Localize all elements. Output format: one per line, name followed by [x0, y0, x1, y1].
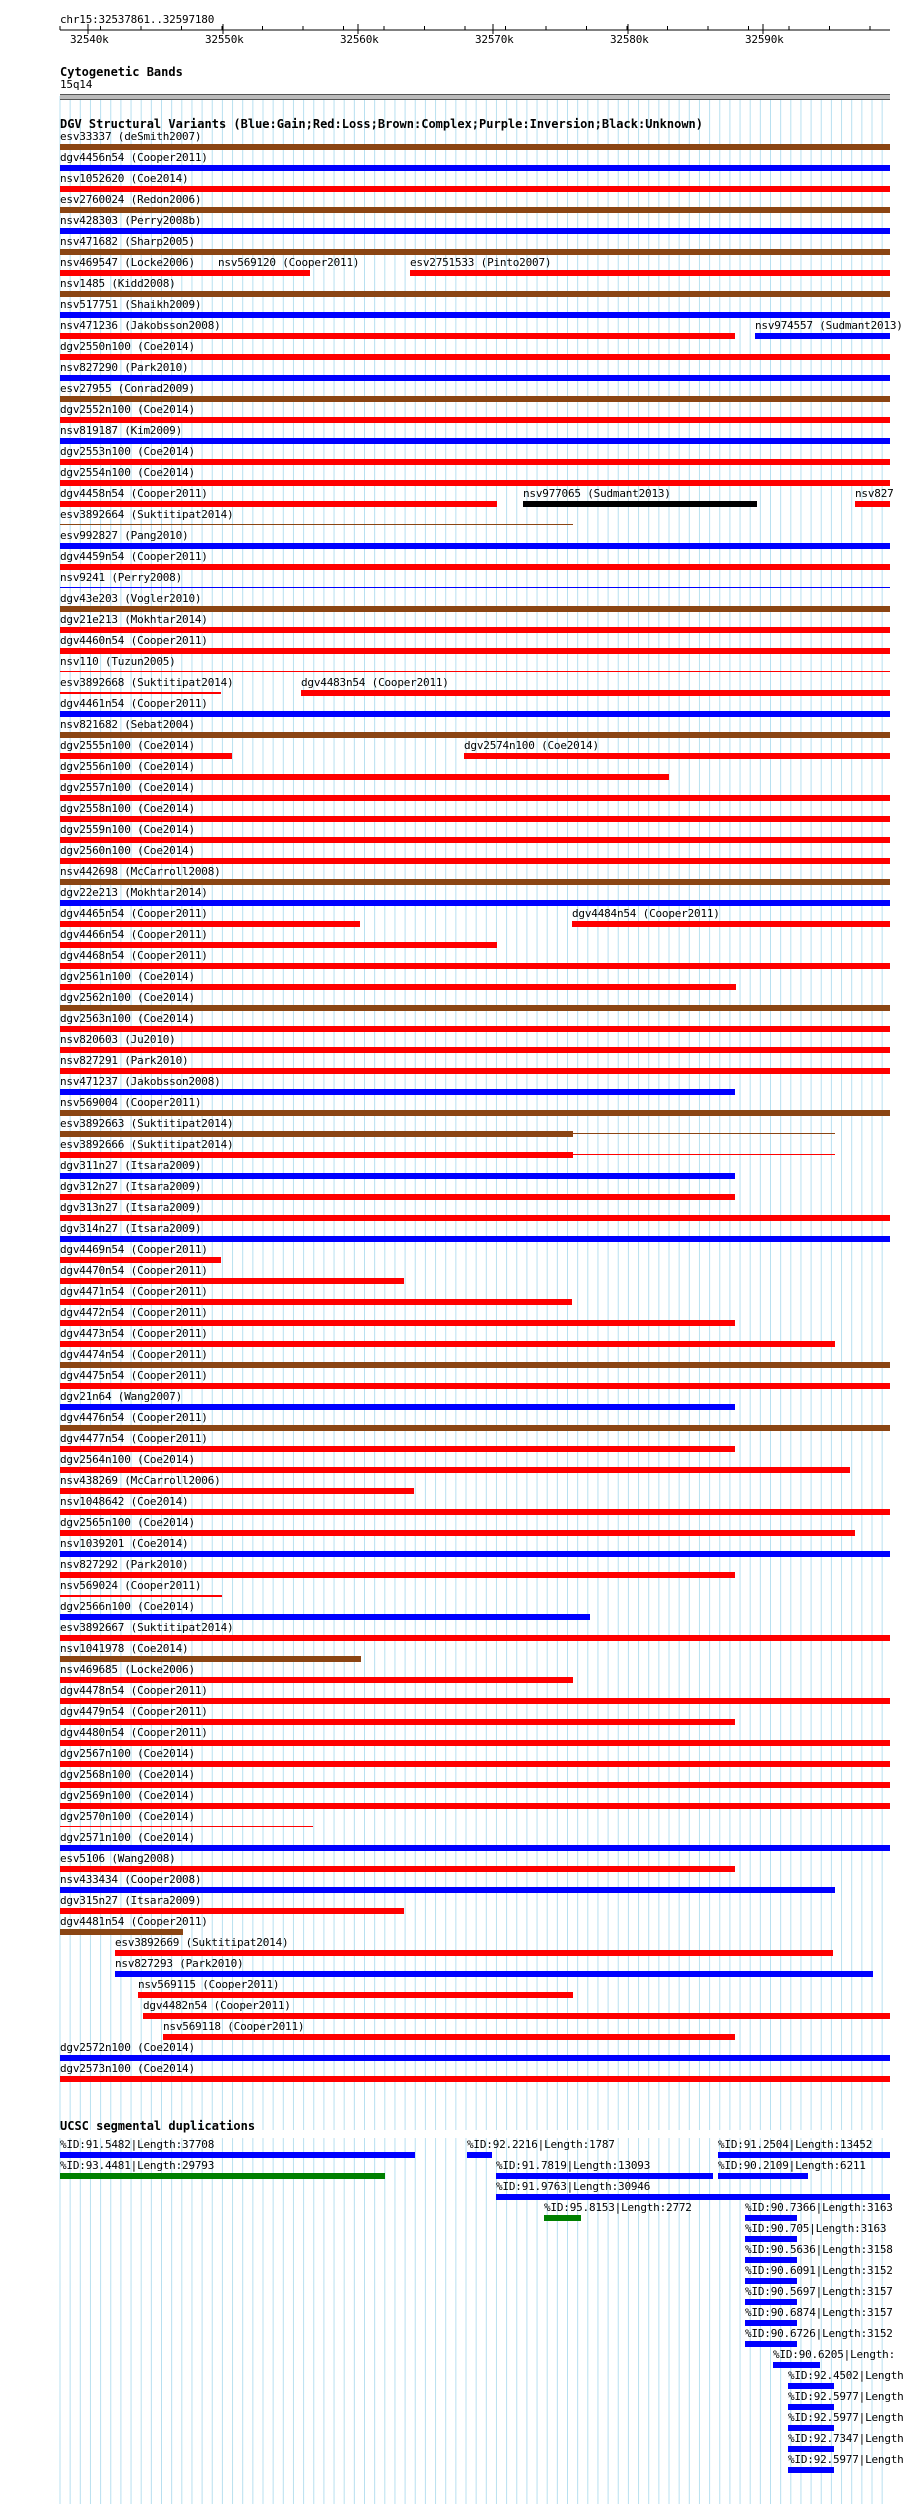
- dgv-feature-label: dgv21e213 (Mokhtar2014): [60, 613, 208, 626]
- dgv-feature-bar[interactable]: [60, 1215, 890, 1221]
- dgv-feature-label: dgv2567n100 (Coe2014): [60, 1747, 195, 1760]
- cytoband-label: 15q14: [60, 78, 93, 91]
- dgv-feature-bar[interactable]: [60, 1530, 855, 1536]
- dgv-feature-bar[interactable]: [60, 1236, 890, 1242]
- dgv-feature-bar[interactable]: [60, 1908, 404, 1914]
- dgv-feature-bar[interactable]: [60, 186, 890, 192]
- segdup-label: %ID:90.5636|Length:3158: [745, 2243, 893, 2256]
- dgv-feature-label: nsv1052620 (Coe2014): [60, 172, 189, 185]
- dgv-feature-label: dgv2558n100 (Coe2014): [60, 802, 195, 815]
- dgv-feature-bar[interactable]: [60, 1194, 735, 1200]
- dgv-feature-bar[interactable]: [855, 501, 890, 507]
- dgv-feature-bar[interactable]: [60, 837, 890, 843]
- dgv-feature-bar[interactable]: [60, 564, 890, 570]
- dgv-feature-bar[interactable]: [60, 816, 890, 822]
- segdup-label: %ID:95.8153|Length:2772: [544, 2201, 692, 2214]
- dgv-feature-bar[interactable]: [115, 1971, 873, 1977]
- dgv-feature-label: dgv4461n54 (Cooper2011): [60, 697, 208, 710]
- dgv-feature-bar[interactable]: [60, 375, 890, 381]
- dgv-feature-label: dgv4471n54 (Cooper2011): [60, 1285, 208, 1298]
- dgv-feature-bar[interactable]: [60, 459, 890, 465]
- dgv-feature-bar[interactable]: [60, 1509, 890, 1515]
- dgv-feature-bar[interactable]: [60, 1446, 735, 1452]
- dgv-feature-bar[interactable]: [60, 438, 890, 444]
- dgv-feature-label: nsv827293 (Park2010): [115, 1957, 244, 1970]
- dgv-feature-label: dgv4483n54 (Cooper2011): [301, 676, 449, 689]
- dgv-feature-label: dgv4476n54 (Cooper2011): [60, 1411, 208, 1424]
- dgv-feature-label: dgv2565n100 (Coe2014): [60, 1516, 195, 1529]
- dgv-feature-label: dgv4477n54 (Cooper2011): [60, 1432, 208, 1445]
- dgv-feature-bar[interactable]: [60, 1089, 735, 1095]
- dgv-feature-label: dgv4482n54 (Cooper2011): [143, 1999, 291, 2012]
- segdup-label: %ID:92.5977|Length: [788, 2411, 904, 2424]
- dgv-feature-bar[interactable]: [410, 270, 890, 276]
- dgv-feature-label: esv3892663 (Suktitipat2014): [60, 1117, 234, 1130]
- dgv-feature-bar[interactable]: [60, 984, 736, 990]
- dgv-feature-bar[interactable]: [60, 291, 890, 297]
- dgv-feature-label: dgv314n27 (Itsara2009): [60, 1222, 202, 1235]
- dgv-feature-bar[interactable]: [60, 1887, 835, 1893]
- dgv-feature-label: dgv4473n54 (Cooper2011): [60, 1327, 208, 1340]
- dgv-feature-label: dgv4456n54 (Cooper2011): [60, 151, 208, 164]
- dgv-feature-label: nsv1041978 (Coe2014): [60, 1642, 189, 1655]
- dgv-feature-label: dgv22e213 (Mokhtar2014): [60, 886, 208, 899]
- dgv-feature-label: esv3892664 (Suktitipat2014): [60, 508, 234, 521]
- dgv-feature-label: nsv1039201 (Coe2014): [60, 1537, 189, 1550]
- segdup-label: %ID:92.5977|Length: [788, 2453, 904, 2466]
- dgv-feature-bar[interactable]: [60, 1826, 313, 1827]
- dgv-feature-label: nsv471236 (Jakobsson2008): [60, 319, 221, 332]
- dgv-feature-bar[interactable]: [60, 396, 890, 402]
- segdup-label: %ID:92.7347|Length: [788, 2432, 904, 2445]
- dgv-feature-label: nsv827292 (Park2010): [60, 1558, 189, 1571]
- dgv-feature-label: nsv517751 (Shaikh2009): [60, 298, 202, 311]
- dgv-feature-bar[interactable]: [60, 144, 890, 150]
- dgv-feature-label: dgv2564n100 (Coe2014): [60, 1453, 195, 1466]
- dgv-feature-label: dgv4479n54 (Cooper2011): [60, 1705, 208, 1718]
- dgv-feature-bar[interactable]: [60, 524, 573, 525]
- dgv-feature-label: dgv4470n54 (Cooper2011): [60, 1264, 208, 1277]
- dgv-feature-label: nsv569024 (Cooper2011): [60, 1579, 202, 1592]
- dgv-feature-label: dgv311n27 (Itsara2009): [60, 1159, 202, 1172]
- dgv-feature-label: esv3892668 (Suktitipat2014): [60, 676, 234, 689]
- segdup-label: %ID:90.705|Length:3163: [745, 2222, 887, 2235]
- segdup-label: %ID:90.6726|Length:3152: [745, 2327, 893, 2340]
- dgv-feature-label: nsv471682 (Sharp2005): [60, 235, 195, 248]
- segdup-bar[interactable]: [745, 2257, 797, 2263]
- segdup-bar[interactable]: [544, 2215, 581, 2221]
- dgv-feature-label: dgv4469n54 (Cooper2011): [60, 1243, 208, 1256]
- segdup-bar[interactable]: [745, 2320, 797, 2326]
- dgv-feature-label: dgv4484n54 (Cooper2011): [572, 907, 720, 920]
- dgv-feature-bar[interactable]: [60, 587, 890, 588]
- dgv-feature-label: dgv4480n54 (Cooper2011): [60, 1726, 208, 1739]
- dgv-feature-label: esv33337 (deSmith2007): [60, 130, 202, 143]
- dgv-feature-label: nsv471237 (Jakobsson2008): [60, 1075, 221, 1088]
- dgv-feature-label: dgv4466n54 (Cooper2011): [60, 928, 208, 941]
- dgv-feature-bar[interactable]: [60, 1488, 414, 1494]
- dgv-feature-bar[interactable]: [60, 249, 890, 255]
- dgv-feature-bar[interactable]: [60, 543, 890, 549]
- dgv-feature-label: nsv569118 (Cooper2011): [163, 2020, 305, 2033]
- dgv-feature-label: dgv4478n54 (Cooper2011): [60, 1684, 208, 1697]
- segdup-label: %ID:91.5482|Length:37708: [60, 2138, 215, 2151]
- dgv-feature-label: esv3892667 (Suktitipat2014): [60, 1621, 234, 1634]
- dgv-feature-label: dgv2550n100 (Coe2014): [60, 340, 195, 353]
- dgv-feature-bar[interactable]: [60, 1551, 890, 1557]
- dgv-feature-label: dgv2570n100 (Coe2014): [60, 1810, 195, 1823]
- dgv-feature-bar[interactable]: [163, 2034, 735, 2040]
- dgv-feature-label: dgv2556n100 (Coe2014): [60, 760, 195, 773]
- dgv-feature-bar[interactable]: [60, 1782, 890, 1788]
- segdup-bar[interactable]: [60, 2152, 415, 2158]
- dgv-feature-bar[interactable]: [60, 606, 890, 612]
- dgv-feature-bar[interactable]: [464, 753, 890, 759]
- cytoband-bar[interactable]: [60, 94, 890, 100]
- dgv-feature-label: esv2751533 (Pinto2007): [410, 256, 552, 269]
- dgv-feature-label: nsv821682 (Sebat2004): [60, 718, 195, 731]
- dgv-feature-bar[interactable]: [60, 1761, 890, 1767]
- dgv-feature-label: nsv469685 (Locke2006): [60, 1663, 195, 1676]
- dgv-feature-bar[interactable]: [60, 228, 890, 234]
- dgv-feature-bar[interactable]: [60, 1572, 735, 1578]
- dgv-feature-bar[interactable]: [60, 753, 232, 759]
- segdup-bar[interactable]: [788, 2425, 834, 2431]
- dgv-feature-label: dgv43e203 (Vogler2010): [60, 592, 202, 605]
- dgv-feature-label: dgv2554n100 (Coe2014): [60, 466, 195, 479]
- segdup-label: %ID:90.7366|Length:3163: [745, 2201, 893, 2214]
- dgv-feature-bar[interactable]: [60, 1257, 221, 1263]
- dgv-feature-label: dgv2555n100 (Coe2014): [60, 739, 195, 752]
- dgv-feature-label: nsv438269 (McCarroll2006): [60, 1474, 221, 1487]
- dgv-feature-label: esv5106 (Wang2008): [60, 1852, 176, 1865]
- dgv-feature-label: dgv2568n100 (Coe2014): [60, 1768, 195, 1781]
- segdup-bar[interactable]: [745, 2341, 797, 2347]
- dgv-feature-label: nsv433434 (Cooper2008): [60, 1873, 202, 1886]
- segdup-label: %ID:90.5697|Length:3157: [745, 2285, 893, 2298]
- segdup-bar[interactable]: [496, 2194, 890, 2200]
- dgv-feature-bar[interactable]: [60, 1152, 573, 1158]
- dgv-feature-label: dgv4468n54 (Cooper2011): [60, 949, 208, 962]
- dgv-feature-bar[interactable]: [60, 354, 890, 360]
- dgv-feature-label: nsv569004 (Cooper2011): [60, 1096, 202, 1109]
- dgv-feature-bar[interactable]: [60, 1467, 850, 1473]
- dgv-feature-label: dgv2560n100 (Coe2014): [60, 844, 195, 857]
- dgv-feature-label: dgv2566n100 (Coe2014): [60, 1600, 195, 1613]
- dgv-feature-bar[interactable]: [143, 2013, 890, 2019]
- dgv-feature-bar[interactable]: [60, 627, 890, 633]
- dgv-feature-bar[interactable]: [138, 1992, 573, 1998]
- dgv-feature-label: dgv2563n100 (Coe2014): [60, 1012, 195, 1025]
- dgv-feature-bar[interactable]: [60, 1740, 890, 1746]
- ruler-tick-label: 32590k: [745, 33, 784, 46]
- segdup-label: %ID:90.6874|Length:3157: [745, 2306, 893, 2319]
- dgv-feature-label: dgv4465n54 (Cooper2011): [60, 907, 208, 920]
- dgv-feature-bar[interactable]: [60, 1656, 361, 1662]
- dgv-feature-bar[interactable]: [60, 1362, 890, 1368]
- dgv-feature-label: nsv977065 (Sudmant2013): [523, 487, 671, 500]
- segdup-label: %ID:91.2504|Length:13452: [718, 2138, 873, 2151]
- dgv-feature-bar[interactable]: [60, 1929, 183, 1935]
- dgv-feature-label: dgv2569n100 (Coe2014): [60, 1789, 195, 1802]
- segdup-label: %ID:90.2109|Length:6211: [718, 2159, 866, 2172]
- dgv-feature-bar[interactable]: [572, 921, 890, 927]
- segdup-bar[interactable]: [745, 2278, 797, 2284]
- dgv-feature-label: dgv2561n100 (Coe2014): [60, 970, 195, 983]
- dgv-feature-bar[interactable]: [60, 1719, 735, 1725]
- dgv-feature-label: dgv4475n54 (Cooper2011): [60, 1369, 208, 1382]
- dgv-feature-label: dgv4459n54 (Cooper2011): [60, 550, 208, 563]
- dgv-track-title: DGV Structural Variants (Blue:Gain;Red:Loss;Brown:Complex;Purple:Inversion;Black:Unknown): [60, 117, 703, 131]
- dgv-feature-bar[interactable]: [60, 1866, 735, 1872]
- ruler-tick-label: 32570k: [475, 33, 514, 46]
- dgv-feature-bar[interactable]: [60, 312, 890, 318]
- dgv-feature-bar[interactable]: [60, 1005, 890, 1011]
- dgv-feature-bar[interactable]: [60, 1404, 735, 1410]
- dgv-feature-bar[interactable]: [60, 732, 890, 738]
- dgv-feature-label: nsv569120 (Cooper2011): [218, 256, 360, 269]
- dgv-feature-bar[interactable]: [60, 270, 218, 276]
- dgv-feature-label: nsv469547 (Locke2006): [60, 256, 195, 269]
- dgv-feature-label: nsv110 (Tuzun2005): [60, 655, 176, 668]
- dgv-feature-label: dgv2572n100 (Coe2014): [60, 2041, 195, 2054]
- dgv-feature-bar[interactable]: [301, 690, 890, 696]
- dgv-feature-bar[interactable]: [60, 648, 890, 654]
- dgv-feature-bar[interactable]: [60, 1299, 572, 1305]
- segdup-bar[interactable]: [788, 2383, 834, 2389]
- segdup-label: %ID:91.7819|Length:13093: [496, 2159, 651, 2172]
- segdup-bar[interactable]: [788, 2446, 834, 2452]
- dgv-feature-label: dgv4474n54 (Cooper2011): [60, 1348, 208, 1361]
- ruler-tick-label: 32540k: [70, 33, 109, 46]
- dgv-feature-label: dgv315n27 (Itsara2009): [60, 1894, 202, 1907]
- cytoband-title: Cytogenetic Bands: [60, 65, 183, 79]
- dgv-feature-bar[interactable]: [60, 1133, 835, 1134]
- dgv-feature-label: nsv827: [855, 487, 894, 500]
- segdup-bar[interactable]: [467, 2152, 492, 2158]
- dgv-feature-label: nsv827290 (Park2010): [60, 361, 189, 374]
- dgv-feature-bar[interactable]: [60, 1803, 890, 1809]
- dgv-feature-label: nsv569115 (Cooper2011): [138, 1978, 280, 1991]
- dgv-feature-bar[interactable]: [60, 795, 890, 801]
- dgv-feature-bar[interactable]: [60, 1698, 890, 1704]
- ruler-tick-label: 32580k: [610, 33, 649, 46]
- dgv-feature-bar[interactable]: [60, 207, 890, 213]
- ruler-tick-label: 32560k: [340, 33, 379, 46]
- dgv-feature-label: dgv2557n100 (Coe2014): [60, 781, 195, 794]
- dgv-feature-label: esv3892669 (Suktitipat2014): [115, 1936, 289, 1949]
- dgv-feature-label: nsv1048642 (Coe2014): [60, 1495, 189, 1508]
- dgv-feature-bar[interactable]: [523, 501, 757, 507]
- dgv-feature-bar[interactable]: [60, 501, 497, 507]
- segdup-bar[interactable]: [60, 2173, 385, 2179]
- segdup-bar[interactable]: [745, 2236, 797, 2242]
- segdup-bar[interactable]: [718, 2152, 890, 2158]
- segdup-label: %ID:92.5977|Length: [788, 2390, 904, 2403]
- dgv-feature-bar[interactable]: [60, 1154, 835, 1155]
- dgv-feature-bar[interactable]: [60, 165, 890, 171]
- dgv-feature-bar[interactable]: [60, 2076, 890, 2082]
- segdup-bar[interactable]: [788, 2404, 834, 2410]
- dgv-feature-label: nsv9241 (Perry2008): [60, 571, 183, 584]
- dgv-feature-label: nsv442698 (McCarroll2008): [60, 865, 221, 878]
- dgv-feature-bar[interactable]: [60, 1278, 404, 1284]
- dgv-feature-label: dgv4460n54 (Cooper2011): [60, 634, 208, 647]
- dgv-feature-bar[interactable]: [60, 333, 735, 339]
- ruler-tick-label: 32550k: [205, 33, 244, 46]
- dgv-feature-label: dgv4458n54 (Cooper2011): [60, 487, 208, 500]
- segdup-label: %ID:91.9763|Length:30946: [496, 2180, 651, 2193]
- dgv-feature-label: dgv2574n100 (Coe2014): [464, 739, 599, 752]
- dgv-feature-label: dgv313n27 (Itsara2009): [60, 1201, 202, 1214]
- segdup-bar[interactable]: [496, 2173, 713, 2179]
- dgv-feature-label: dgv2552n100 (Coe2014): [60, 403, 195, 416]
- dgv-feature-bar[interactable]: [60, 1026, 890, 1032]
- dgv-feature-label: nsv819187 (Kim2009): [60, 424, 183, 437]
- dgv-feature-bar[interactable]: [60, 692, 221, 694]
- dgv-feature-label: dgv4481n54 (Cooper2011): [60, 1915, 208, 1928]
- dgv-feature-label: esv2760024 (Redon2006): [60, 193, 202, 206]
- dgv-feature-bar[interactable]: [60, 1425, 890, 1431]
- dgv-feature-bar[interactable]: [60, 879, 890, 885]
- dgv-feature-bar[interactable]: [60, 900, 890, 906]
- dgv-feature-bar[interactable]: [60, 1131, 573, 1137]
- dgv-feature-label: dgv4472n54 (Cooper2011): [60, 1306, 208, 1319]
- dgv-feature-bar[interactable]: [755, 333, 890, 339]
- dgv-feature-bar[interactable]: [60, 1677, 573, 1683]
- dgv-feature-bar[interactable]: [60, 1595, 222, 1597]
- dgv-feature-bar[interactable]: [60, 711, 890, 717]
- dgv-feature-bar[interactable]: [60, 671, 890, 672]
- dgv-feature-bar[interactable]: [115, 1950, 833, 1956]
- dgv-feature-bar[interactable]: [60, 1068, 890, 1074]
- dgv-feature-bar[interactable]: [60, 1173, 735, 1179]
- dgv-feature-bar[interactable]: [60, 1845, 890, 1851]
- dgv-feature-bar[interactable]: [60, 774, 669, 780]
- dgv-feature-label: esv992827 (Pang2010): [60, 529, 189, 542]
- dgv-feature-label: esv3892666 (Suktitipat2014): [60, 1138, 234, 1151]
- dgv-feature-label: dgv2553n100 (Coe2014): [60, 445, 195, 458]
- dgv-feature-bar[interactable]: [60, 2055, 890, 2061]
- dgv-feature-bar[interactable]: [60, 858, 890, 864]
- dgv-feature-bar[interactable]: [60, 1320, 735, 1326]
- dgv-feature-bar[interactable]: [60, 417, 890, 423]
- dgv-feature-bar[interactable]: [60, 921, 360, 927]
- segdup-bar[interactable]: [718, 2173, 808, 2179]
- segdup-label: %ID:93.4481|Length:29793: [60, 2159, 215, 2172]
- dgv-feature-bar[interactable]: [60, 1635, 890, 1641]
- segdup-bar[interactable]: [745, 2215, 797, 2221]
- dgv-feature-label: nsv428303 (Perry2008b): [60, 214, 202, 227]
- segdup-bar[interactable]: [788, 2467, 834, 2473]
- dgv-feature-bar[interactable]: [60, 480, 890, 486]
- dgv-feature-bar[interactable]: [60, 1383, 890, 1389]
- dgv-feature-bar[interactable]: [60, 1047, 890, 1053]
- dgv-feature-bar[interactable]: [60, 1341, 835, 1347]
- segdup-track-title: UCSC segmental duplications: [60, 2119, 256, 2133]
- segdup-label: %ID:92.4502|Length: [788, 2369, 904, 2382]
- dgv-feature-bar[interactable]: [60, 1614, 590, 1620]
- dgv-feature-label: dgv2571n100 (Coe2014): [60, 1831, 195, 1844]
- dgv-feature-label: nsv820603 (Ju2010): [60, 1033, 176, 1046]
- segdup-label: %ID:90.6091|Length:3152: [745, 2264, 893, 2277]
- dgv-feature-label: nsv1485 (Kidd2008): [60, 277, 176, 290]
- segdup-label: %ID:90.6205|Length:: [773, 2348, 896, 2361]
- dgv-feature-bar[interactable]: [218, 270, 310, 276]
- dgv-feature-label: nsv827291 (Park2010): [60, 1054, 189, 1067]
- dgv-feature-bar[interactable]: [60, 963, 890, 969]
- dgv-feature-bar[interactable]: [60, 942, 497, 948]
- dgv-feature-label: esv27955 (Conrad2009): [60, 382, 195, 395]
- dgv-feature-label: dgv2559n100 (Coe2014): [60, 823, 195, 836]
- segdup-bar[interactable]: [745, 2299, 797, 2305]
- dgv-feature-bar[interactable]: [60, 1110, 890, 1116]
- segdup-bar[interactable]: [773, 2362, 820, 2368]
- ruler-range: chr15:32537861..32597180: [60, 13, 215, 26]
- dgv-feature-label: dgv2562n100 (Coe2014): [60, 991, 195, 1004]
- dgv-feature-label: dgv2573n100 (Coe2014): [60, 2062, 195, 2075]
- dgv-feature-label: dgv312n27 (Itsara2009): [60, 1180, 202, 1193]
- dgv-feature-label: dgv21n64 (Wang2007): [60, 1390, 183, 1403]
- segdup-label: %ID:92.2216|Length:1787: [467, 2138, 615, 2151]
- dgv-feature-label: nsv974557 (Sudmant2013): [755, 319, 903, 332]
